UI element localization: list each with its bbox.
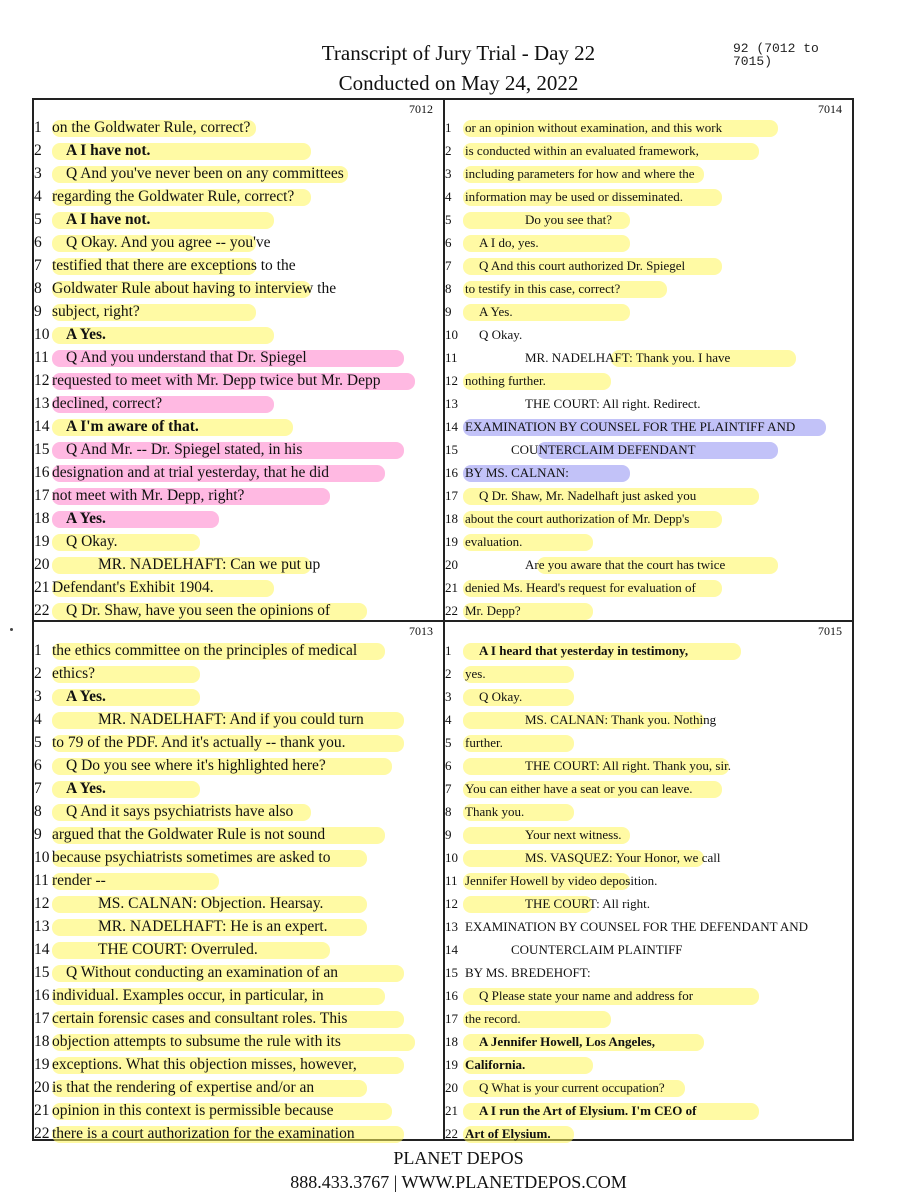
- line-number: 10: [445, 849, 458, 865]
- line-text: A Yes.: [66, 325, 106, 343]
- line-number: 10: [445, 326, 458, 342]
- line-text: subject, right?: [52, 302, 140, 320]
- company-contact: 888.433.3767 | WWW.PLANETDEPOS.COM: [290, 1172, 627, 1192]
- line-text: Your next witness.: [525, 826, 622, 842]
- page-number: 7013: [409, 624, 433, 638]
- transcript-line: [445, 139, 852, 162]
- transcript-line: [445, 984, 852, 1007]
- line-text: Art of Elysium.: [465, 1125, 551, 1141]
- line-text: Do you see that?: [525, 211, 613, 227]
- line-text: testified that there are exceptions to the: [52, 256, 296, 274]
- line-number: 16: [34, 986, 50, 1004]
- line-number: 14: [445, 418, 458, 434]
- transcript-line: [445, 530, 852, 553]
- line-text: THE COURT: Overruled.: [98, 940, 258, 958]
- line-text: A Jennifer Howell, Los Angeles,: [479, 1033, 655, 1049]
- line-number: 7: [445, 780, 452, 796]
- line-number: 3: [34, 164, 42, 182]
- line-text: THE COURT: All right. Redirect.: [525, 395, 701, 411]
- line-text: Q Dr. Shaw, have you seen the opinions of: [66, 601, 331, 619]
- line-number: 2: [34, 141, 42, 159]
- page-7012: [34, 100, 443, 620]
- transcript-line: [445, 1053, 852, 1076]
- line-text: Are you aware that the court has twice: [525, 556, 726, 572]
- transcript-line: [34, 800, 443, 823]
- line-number: 20: [34, 1078, 50, 1096]
- line-text: not meet with Mr. Depp, right?: [52, 486, 245, 504]
- transcript-line: [445, 1076, 852, 1099]
- line-number: 17: [445, 1010, 458, 1026]
- line-number: 15: [445, 441, 458, 457]
- line-number: 8: [34, 279, 42, 297]
- line-number: 19: [445, 1056, 458, 1072]
- transcript-line: [445, 915, 852, 938]
- page-7015: [445, 622, 852, 1139]
- line-text: THE COURT: All right.: [525, 895, 650, 911]
- line-number: 12: [445, 372, 458, 388]
- line-text: Q Without conducting an examination of an: [66, 963, 338, 981]
- line-number: 12: [34, 371, 50, 389]
- line-text: yes.: [465, 665, 486, 681]
- transcript-line: [445, 553, 852, 576]
- transcript-line: [445, 346, 852, 369]
- line-text: ethics?: [52, 664, 96, 682]
- transcript-line: [34, 185, 443, 208]
- transcript-line: [445, 461, 852, 484]
- line-number: 12: [445, 895, 458, 911]
- transcript-line: [445, 1007, 852, 1030]
- line-number: 11: [445, 872, 458, 888]
- transcript-line: [445, 823, 852, 846]
- line-number: 13: [445, 395, 458, 411]
- transcript-line: [34, 208, 443, 231]
- transcript-line: [445, 685, 852, 708]
- transcript-line: [34, 300, 443, 323]
- line-text: THE COURT: All right. Thank you, sir.: [525, 757, 731, 773]
- transcript-line: [445, 754, 852, 777]
- line-text: MR. NADELHAFT: Thank you. I have: [525, 349, 731, 365]
- transcript-line: [34, 507, 443, 530]
- line-text: Q What is your current occupation?: [479, 1079, 665, 1095]
- line-number: 12: [34, 894, 50, 912]
- line-text: A Yes.: [66, 509, 106, 527]
- line-number: 19: [34, 1055, 50, 1073]
- transcript-line: [34, 553, 443, 576]
- transcript-line: [445, 708, 852, 731]
- transcript-line: [34, 323, 443, 346]
- transcript-line: [34, 938, 443, 961]
- line-text: Q And it says psychiatrists have also: [66, 802, 294, 820]
- line-number: 18: [445, 510, 458, 526]
- transcript-line: [34, 823, 443, 846]
- line-text: A I do, yes.: [479, 234, 539, 250]
- line-text: opinion in this context is permissible because: [52, 1101, 334, 1119]
- line-number: 5: [34, 733, 42, 751]
- transcript-line: [445, 300, 852, 323]
- line-number: 8: [445, 803, 452, 819]
- transcript-line: [34, 484, 443, 507]
- transcript-title: Transcript of Jury Trial - Day 22: [321, 41, 596, 65]
- transcript-line: [34, 1122, 443, 1145]
- transcript-line: [34, 869, 443, 892]
- line-number: 4: [34, 187, 42, 205]
- line-number: 15: [34, 963, 50, 981]
- line-number: 5: [34, 210, 42, 228]
- line-text: requested to meet with Mr. Depp twice but Mr. Depp: [52, 371, 381, 389]
- line-text: denied Ms. Heard's request for evaluation of: [465, 579, 696, 595]
- line-text: A I'm aware of that.: [66, 417, 199, 435]
- transcript-line: [34, 915, 443, 938]
- transcript-line: [445, 846, 852, 869]
- line-text: to 79 of the PDF. And it's actually -- thank you.: [52, 733, 346, 751]
- line-text: Defendant's Exhibit 1904.: [52, 578, 214, 596]
- transcript-line: [445, 1122, 852, 1145]
- line-text: EXAMINATION BY COUNSEL FOR THE PLAINTIFF AND: [465, 418, 796, 434]
- line-number: 1: [34, 641, 42, 659]
- line-text: or an opinion without examination, and this work: [465, 119, 723, 135]
- line-text: Thank you.: [465, 803, 525, 819]
- transcript-line: [34, 708, 443, 731]
- line-text: MS. CALNAN: Objection. Hearsay.: [98, 894, 324, 912]
- line-number: 7: [34, 256, 42, 274]
- transcript-line: [34, 116, 443, 139]
- line-text: Q Please state your name and address for: [479, 987, 694, 1003]
- transcript-line: [34, 892, 443, 915]
- line-text: is that the rendering of expertise and/or an: [52, 1078, 315, 1096]
- transcript-line: [34, 639, 443, 662]
- line-number: 16: [445, 464, 458, 480]
- line-number: 11: [34, 871, 49, 889]
- line-text: Q Do you see where it's highlighted here?: [66, 756, 326, 774]
- line-number: 22: [445, 1125, 458, 1141]
- transcript-line: [34, 277, 443, 300]
- line-text: information may be used or disseminated.: [465, 188, 684, 204]
- line-text: certain forensic cases and consultant roles. This: [52, 1009, 348, 1027]
- transcript-line: [445, 231, 852, 254]
- transcript-line: [34, 1030, 443, 1053]
- line-text: regarding the Goldwater Rule, correct?: [52, 187, 295, 205]
- line-number: 9: [445, 303, 452, 319]
- transcript-line: [445, 869, 852, 892]
- transcript-line: [445, 777, 852, 800]
- line-number: 17: [445, 487, 458, 503]
- transcript-line: [34, 415, 443, 438]
- transcript-line: [445, 415, 852, 438]
- line-text: the record.: [465, 1010, 521, 1026]
- line-text: COUNTERCLAIM PLAINTIFF: [511, 941, 683, 957]
- line-number: 9: [34, 825, 42, 843]
- line-number: 21: [34, 578, 50, 596]
- line-number: 21: [34, 1101, 50, 1119]
- line-number: 3: [34, 687, 42, 705]
- transcript-date: Conducted on May 24, 2022: [338, 71, 579, 95]
- transcript-line: [34, 576, 443, 599]
- transcript-line: [34, 961, 443, 984]
- company-name: PLANET DEPOS: [393, 1148, 524, 1168]
- line-number: 17: [34, 1009, 50, 1027]
- line-text: because psychiatrists sometimes are asked to: [52, 848, 331, 866]
- line-text: A I run the Art of Elysium. I'm CEO of: [479, 1102, 697, 1118]
- line-text: including parameters for how and where the: [465, 165, 695, 181]
- line-number: 20: [445, 556, 458, 572]
- line-text: Q And you understand that Dr. Spiegel: [66, 348, 307, 366]
- page-number: 7015: [818, 624, 842, 638]
- line-number: 9: [34, 302, 42, 320]
- scan-speck: [10, 628, 13, 631]
- line-number: 18: [445, 1033, 458, 1049]
- line-text: A Yes.: [479, 303, 513, 319]
- line-number: 13: [34, 917, 50, 935]
- line-text: MR. NADELHAFT: He is an expert.: [98, 917, 328, 935]
- transcript-line: [34, 685, 443, 708]
- line-number: 2: [445, 142, 452, 158]
- line-number: 7: [445, 257, 452, 273]
- transcript-line: [34, 777, 443, 800]
- transcript-line: [445, 208, 852, 231]
- line-number: 8: [34, 802, 42, 820]
- transcript-line: [445, 369, 852, 392]
- line-text: objection attempts to subsume the rule with its: [52, 1032, 341, 1050]
- transcript-line: [34, 139, 443, 162]
- line-text: A I heard that yesterday in testimony,: [479, 642, 689, 658]
- line-number: 15: [445, 964, 458, 980]
- line-text: Q Okay.: [66, 532, 118, 550]
- line-text: A I have not.: [66, 210, 151, 228]
- line-text: declined, correct?: [52, 394, 163, 412]
- transcript-line: [34, 1099, 443, 1122]
- line-number: 4: [445, 711, 452, 727]
- transcript-line: [445, 484, 852, 507]
- line-text: Q Okay.: [479, 326, 523, 342]
- transcript-line: [34, 599, 443, 622]
- line-text: A I have not.: [66, 141, 151, 159]
- transcript-line: [445, 507, 852, 530]
- line-text: BY MS. CALNAN:: [465, 464, 569, 480]
- transcript-line: [34, 346, 443, 369]
- transcript-line: [34, 392, 443, 415]
- transcript-line: [34, 162, 443, 185]
- transcript-line: [34, 846, 443, 869]
- line-number: 3: [445, 688, 452, 704]
- line-number: 13: [445, 918, 458, 934]
- line-number: 20: [445, 1079, 458, 1095]
- line-text: to testify in this case, correct?: [465, 280, 621, 296]
- line-number: 6: [34, 756, 42, 774]
- transcript-line: [34, 530, 443, 553]
- line-number: 16: [445, 987, 458, 1003]
- line-number: 1: [445, 642, 452, 658]
- line-text: further.: [465, 734, 503, 750]
- line-number: 13: [34, 394, 50, 412]
- transcript-footer: [0, 1146, 917, 1194]
- line-number: 17: [34, 486, 50, 504]
- transcript-line: [34, 1053, 443, 1076]
- line-number: 14: [34, 940, 50, 958]
- line-number: 14: [34, 417, 50, 435]
- line-number: 4: [445, 188, 452, 204]
- line-number: 6: [445, 234, 452, 250]
- transcript-line: [34, 1007, 443, 1030]
- line-number: 20: [34, 555, 50, 573]
- transcript-line: [34, 754, 443, 777]
- transcript-line: [445, 1099, 852, 1122]
- transcript-line: [445, 800, 852, 823]
- transcript-line: [445, 185, 852, 208]
- line-number: 3: [445, 165, 452, 181]
- line-text: Q Dr. Shaw, Mr. Nadelhaft just asked you: [479, 487, 697, 503]
- line-text: MR. NADELHAFT: Can we put up: [98, 555, 321, 573]
- line-text: California.: [465, 1056, 526, 1072]
- line-text: is conducted within an evaluated framework,: [465, 142, 699, 158]
- line-text: Goldwater Rule about having to interview the: [52, 279, 337, 297]
- transcript-line: [34, 662, 443, 685]
- transcript-line: [34, 461, 443, 484]
- line-number: 1: [445, 119, 452, 135]
- transcript-line: [34, 369, 443, 392]
- line-text: BY MS. BREDEHOFT:: [465, 964, 591, 980]
- line-number: 19: [34, 532, 50, 550]
- line-text: evaluation.: [465, 533, 523, 549]
- line-number: 22: [34, 601, 50, 619]
- line-text: the ethics committee on the principles of medical: [52, 641, 358, 659]
- line-number: 11: [445, 349, 458, 365]
- line-number: 5: [445, 211, 452, 227]
- transcript-line: [445, 277, 852, 300]
- line-text: A Yes.: [66, 779, 106, 797]
- line-number: 6: [34, 233, 42, 251]
- line-text: individual. Examples occur, in particular, in: [52, 986, 324, 1004]
- line-number: 18: [34, 509, 50, 527]
- line-number: 18: [34, 1032, 50, 1050]
- line-number: 1: [34, 118, 42, 136]
- line-text: designation and at trial yesterday, that he did: [52, 463, 330, 481]
- line-number: 14: [445, 941, 458, 957]
- transcript-line: [445, 162, 852, 185]
- transcript-line: [34, 1076, 443, 1099]
- line-number: 8: [445, 280, 452, 296]
- line-number: 10: [34, 848, 50, 866]
- transcript-line: [445, 938, 852, 961]
- transcript-line: [445, 1030, 852, 1053]
- line-number: 15: [34, 440, 50, 458]
- transcript-line: [445, 639, 852, 662]
- line-text: Q And Mr. -- Dr. Spiegel stated, in his: [66, 440, 303, 458]
- line-text: render --: [52, 871, 106, 889]
- line-text: Q And you've never been on any committees: [66, 164, 344, 182]
- transcript-line: [34, 231, 443, 254]
- transcript-line: [445, 731, 852, 754]
- line-text: Q Okay. And you agree -- you've: [66, 233, 271, 251]
- line-text: MR. NADELHAFT: And if you could turn: [98, 710, 364, 728]
- line-text: argued that the Goldwater Rule is not sound: [52, 825, 326, 843]
- line-text: on the Goldwater Rule, correct?: [52, 118, 251, 136]
- line-number: 16: [34, 463, 50, 481]
- line-number: 2: [34, 664, 42, 682]
- page-7014: [445, 100, 852, 620]
- transcript-line: [34, 984, 443, 1007]
- line-text: Jennifer Howell by video deposition.: [465, 872, 658, 888]
- line-text: Q Okay.: [479, 688, 523, 704]
- page-reference: 92 (7012 to 7015): [733, 41, 819, 69]
- line-number: 6: [445, 757, 452, 773]
- line-text: MS. CALNAN: Thank you. Nothing: [525, 711, 717, 727]
- transcript-line: [34, 438, 443, 461]
- transcript-line: [445, 662, 852, 685]
- line-number: 2: [445, 665, 452, 681]
- transcript-line: [445, 576, 852, 599]
- line-text: there is a court authorization for the examination: [52, 1124, 355, 1142]
- line-number: 7: [34, 779, 42, 797]
- line-number: 21: [445, 1102, 458, 1118]
- page-number: 7012: [409, 102, 433, 116]
- line-text: Mr. Depp?: [465, 602, 521, 618]
- line-number: 11: [34, 348, 49, 366]
- line-text: EXAMINATION BY COUNSEL FOR THE DEFENDANT AND: [465, 918, 809, 934]
- transcript-line: [445, 392, 852, 415]
- transcript-line: [445, 438, 852, 461]
- transcript-line: [445, 599, 852, 622]
- transcript-line: [34, 254, 443, 277]
- line-text: A Yes.: [66, 687, 106, 705]
- page-7013: [34, 622, 443, 1142]
- line-number: 21: [445, 579, 458, 595]
- line-number: 5: [445, 734, 452, 750]
- page-number: 7014: [818, 102, 842, 116]
- line-number: 9: [445, 826, 452, 842]
- transcript-line: [445, 892, 852, 915]
- line-number: 22: [34, 1124, 50, 1142]
- line-text: exceptions. What this objection misses, however,: [52, 1055, 357, 1073]
- transcript-line: [445, 116, 852, 139]
- line-text: nothing further.: [465, 372, 546, 388]
- line-number: 22: [445, 602, 458, 618]
- line-number: 4: [34, 710, 42, 728]
- line-number: 10: [34, 325, 50, 343]
- line-text: Q And this court authorized Dr. Spiegel: [479, 257, 686, 273]
- line-text: COUNTERCLAIM DEFENDANT: [511, 441, 696, 457]
- transcript-line: [445, 323, 852, 346]
- line-text: You can either have a seat or you can leave.: [465, 780, 693, 796]
- line-number: 19: [445, 533, 458, 549]
- line-text: MS. VASQUEZ: Your Honor, we call: [525, 849, 721, 865]
- transcript-line: [445, 254, 852, 277]
- transcript-line: [34, 731, 443, 754]
- line-text: about the court authorization of Mr. Depp's: [465, 510, 690, 526]
- transcript-line: [445, 961, 852, 984]
